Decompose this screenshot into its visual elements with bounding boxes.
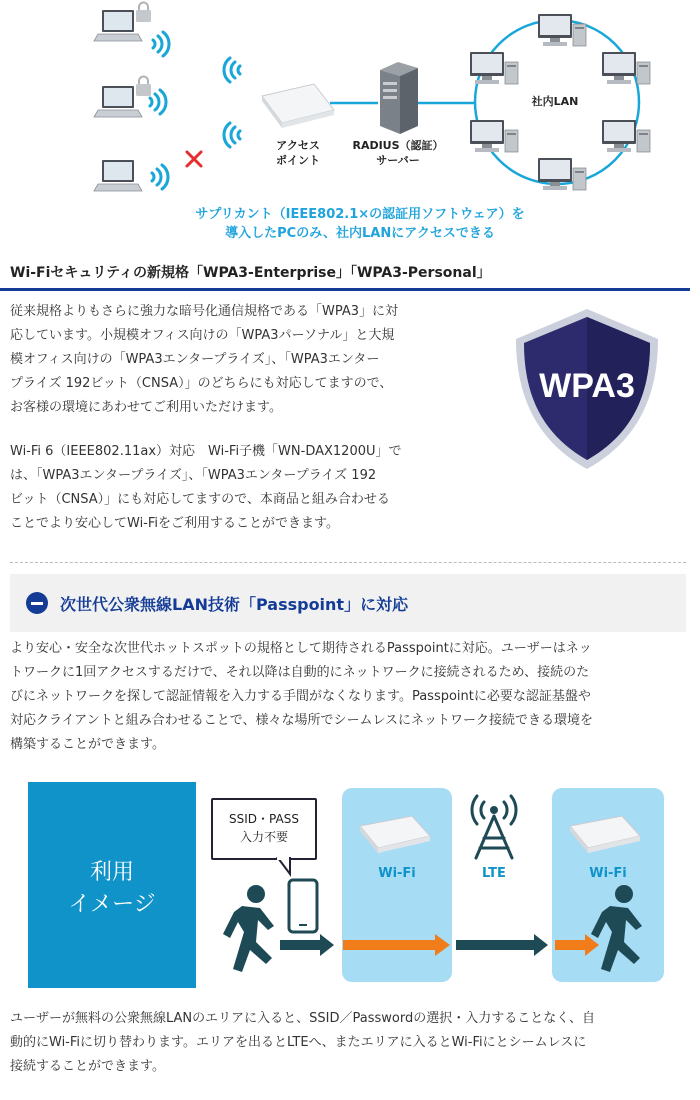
usage-graphic — [28, 782, 678, 988]
radius-server-label: RADIUS（認証） サーバー — [352, 139, 444, 167]
desktop-icon — [470, 120, 504, 152]
desktop-icon — [602, 52, 636, 84]
wifi-waves-icon — [153, 32, 169, 56]
wpa3-badge-text: WPA3 — [539, 367, 635, 405]
passpoint-title: 次世代公衆無線LAN技術「Passpoint」に対応 — [60, 595, 409, 614]
closing-paragraph: ユーザーが無料の公衆無線LANのエリアに入ると、SSID／Passwordの選択・入力することなく、自 動的にWi-Fiに切り替わります。エリアを出るとLTEへ、またエリアに入るとWi-Fiにとシームレスに 接続することができます。 — [10, 1011, 595, 1074]
laptop-icon — [94, 10, 142, 41]
access-point-label: アクセス ポイント — [276, 139, 320, 167]
pc-tower-icon — [573, 24, 586, 46]
network-diagram — [0, 0, 700, 245]
wifi-waves-icon — [224, 58, 240, 82]
wifi-label-2: Wi-Fi — [589, 866, 627, 881]
usage-label-box: 利用 イメージ — [28, 782, 196, 988]
walking-person-icon — [223, 885, 274, 972]
walking-person-icon — [591, 885, 642, 972]
arrow-path — [280, 934, 599, 956]
minus-circle-icon — [26, 592, 48, 614]
access-point-icon — [570, 816, 640, 853]
pc-tower-icon — [637, 62, 650, 84]
usage-illustration — [28, 782, 678, 988]
smartphone-icon — [289, 880, 317, 932]
radius-server-icon — [380, 62, 418, 134]
desktop-icon — [602, 120, 636, 152]
lock-icon — [136, 77, 151, 97]
wpa3-paragraph-2: Wi-Fi 6（IEEE802.11ax）対応 Wi-Fi子機「WN-DAX1200U」で は、「WPA3エンタープライズ」、「WPA3エンタープライズ 192 ビット（CNSA）」にも対応してますので、本商品と組み合わせる ことでより安心してWi-Fiをご利用することができます。 — [10, 444, 402, 531]
wifi-label-1: Wi-Fi — [378, 866, 416, 881]
lan-label: 社内LAN — [531, 95, 579, 108]
pc-tower-icon — [505, 130, 518, 152]
speech-bubble: SSID・PASS 入力不要 — [211, 798, 317, 860]
passpoint-paragraph: より安心・安全な次世代ホットスポットの規格として期待されるPasspointに対応。ユーザーはネッ トワークに1回アクセスするだけで、それ以降は自動的にネットワークに接続されるため、接続のた びにネットワークを探して認証情報を入力する手間がなくなります。Passpointに必要な認証基盤や 対応クライアントと組み合わせることで、様々な場所でシームレスにネットワーク接続できる環境を 構築することができます。 — [10, 641, 594, 752]
pc-tower-icon — [637, 130, 650, 152]
wpa3-section-title: Wi-Fiセキュリティの新規格「WPA3-Enterprise」「WPA3-Personal」 — [10, 265, 491, 281]
title-underline — [0, 288, 690, 291]
wifi-waves-icon — [224, 123, 240, 147]
lte-tower-icon — [472, 796, 516, 858]
lte-label: LTE — [482, 866, 506, 881]
wifi-waves-icon — [152, 165, 168, 189]
section-divider — [10, 562, 686, 563]
access-point-icon — [360, 816, 430, 853]
desktop-icon — [470, 52, 504, 84]
diagram-caption: サプリカント（IEEE802.1×の認証用ソフトウェア）を 導入したPCのみ、社内LANにアクセスできる — [195, 207, 525, 241]
desktop-icon — [538, 14, 572, 46]
desktop-icon — [538, 158, 572, 190]
laptop-icon — [94, 160, 142, 191]
access-point-icon — [262, 84, 334, 128]
passpoint-header — [10, 574, 686, 632]
wifi-waves-icon — [150, 90, 166, 114]
pc-tower-icon — [505, 62, 518, 84]
pc-tower-icon — [573, 168, 586, 190]
wpa3-shield-icon — [512, 305, 662, 473]
wpa3-paragraph-1: 従来規格よりもさらに強力な暗号化通信規格である「WPA3」に対 応しています。小規模オフィス向けの「WPA3パーソナル」と大規 模オフィス向けの「WPA3エンタープライズ」、「WPA3エンター プライズ 192ビット（CNSA）」のどちらにも対応してますので、 お客様の環境にあわせてご利用いただけます。 — [10, 304, 399, 415]
laptop-icon — [94, 86, 142, 117]
lock-icon — [136, 3, 151, 23]
denied-icon — [187, 152, 201, 166]
